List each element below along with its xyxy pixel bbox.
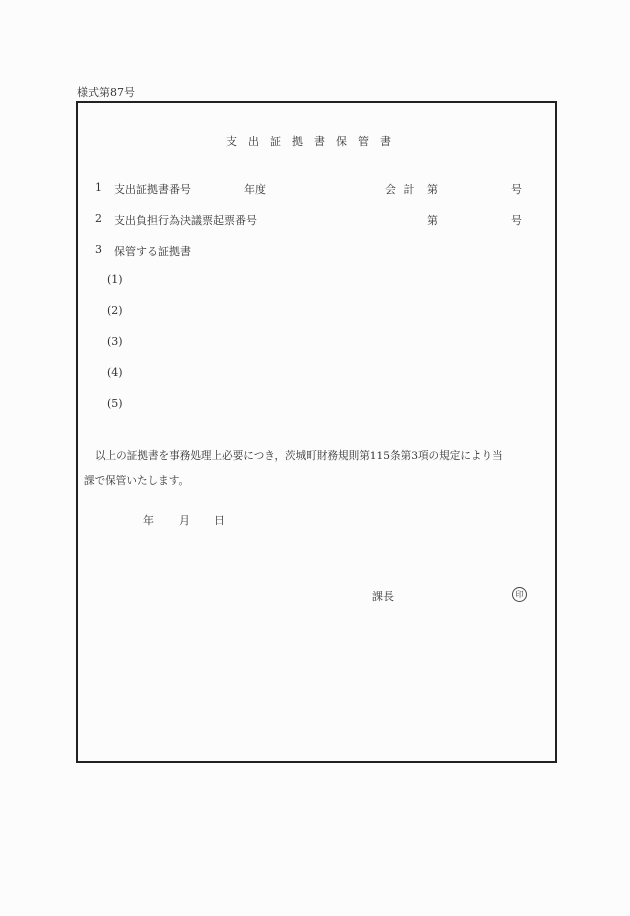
statement-line-1: 以上の証拠書を事務処理上必要につき，茨城町財務規則第115条第3項の規定により当 [95, 450, 503, 462]
form-number: 様式第87号 [77, 86, 135, 99]
number-suffix: 号 [511, 214, 522, 227]
number-suffix: 号 [511, 183, 522, 196]
sub-item-4: (4) [107, 366, 123, 379]
section-chief-label: 課長 [372, 590, 394, 603]
item-number: 1 [95, 181, 102, 194]
date-month: 月 [179, 514, 190, 527]
item-label: 保管する証拠書 [114, 245, 191, 258]
date-year: 年 [143, 514, 154, 527]
date-day: 日 [214, 514, 225, 527]
sub-item-5: (5) [107, 397, 123, 410]
account-label: 会 計 [385, 183, 417, 196]
fiscal-year-label: 年度 [244, 183, 266, 196]
sub-item-2: (2) [107, 304, 123, 317]
item-number: 2 [95, 212, 102, 225]
seal-icon: 印 [512, 587, 527, 602]
number-prefix: 第 [427, 214, 438, 227]
sub-item-3: (3) [107, 335, 123, 348]
statement-line-2: 課で保管いたします。 [84, 475, 190, 487]
sub-item-1: (1) [107, 273, 123, 286]
item-number: 3 [95, 243, 102, 256]
document-title: 支出証拠書保管書 [226, 135, 402, 148]
document-frame [76, 101, 557, 763]
item-label: 支出負担行為決議票起票番号 [114, 214, 257, 227]
number-prefix: 第 [427, 183, 438, 196]
item-label: 支出証拠書番号 [114, 183, 191, 196]
